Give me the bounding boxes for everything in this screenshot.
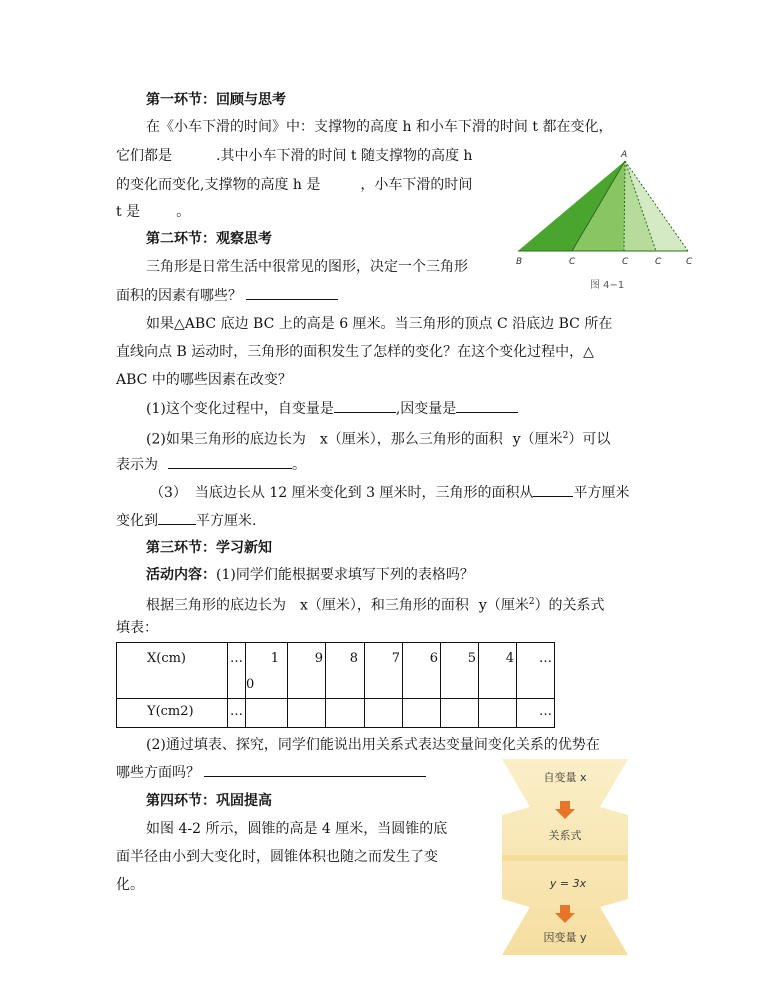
- section1-heading: 第一环节：回顾与思考: [146, 92, 286, 108]
- table-row-x: [117, 643, 555, 699]
- section2-q2-line2: [116, 454, 306, 475]
- section2-q3: [150, 482, 629, 503]
- section2-q2b: x（厘米），那么三角形的面积: [319, 431, 503, 448]
- section3-heading: 第三环节：学习新知: [146, 540, 272, 556]
- section3-line3: 填表：: [116, 620, 158, 636]
- section2-q2d: ）可以: [568, 431, 611, 448]
- table-row-y: [117, 699, 555, 728]
- table-cell-y-6[interactable]: [441, 699, 479, 728]
- section1-line3: [116, 175, 472, 195]
- section4-line2: 面半径由小到大变化时，圆锥体积也随之而发生了变: [116, 849, 438, 865]
- section4-line1: 如图 4-2 所示，圆锥的高是 4 厘米，当圆锥的底: [146, 821, 448, 837]
- answer-blank-area-start[interactable]: [533, 482, 573, 497]
- relation-label: 关系式: [548, 829, 582, 842]
- section2-q1a: (1)这个变化过程中，自变量是: [146, 401, 334, 417]
- section2-line2-text: 面积的因素有哪些？: [116, 288, 242, 304]
- answer-blank-factors[interactable]: [246, 285, 338, 300]
- table-cell-x-0[interactable]: …: [228, 643, 246, 699]
- table-cell-x-4[interactable]: 7: [365, 643, 403, 699]
- section3-q2-line2: [116, 762, 426, 783]
- section2-line2: [116, 285, 338, 306]
- section2-q3-line2: [116, 510, 256, 531]
- section1-line3b: ，小车下滑的时间: [360, 177, 473, 193]
- section3-q2-line1: (2)通过填表、探究，同学们能说出用关系式表达变量间变化关系的优势在: [146, 737, 600, 753]
- section2-q3e: 平方厘米.: [196, 513, 257, 529]
- triangle-figure: [508, 140, 703, 295]
- section3-q2b: 哪些方面吗？: [116, 765, 200, 781]
- table-cell-y-5[interactable]: [403, 699, 441, 728]
- section1-line2b: .其中小车下滑的时间 t 随支撑物的高度 h: [216, 148, 473, 164]
- value-table: [116, 642, 555, 728]
- section2-q2: [146, 426, 610, 450]
- answer-blank-area-end[interactable]: [158, 510, 196, 525]
- section3-activity: [146, 565, 474, 585]
- vertex-c4-label: C: [686, 257, 693, 267]
- answer-blank-advantages[interactable]: [204, 762, 426, 777]
- section3-line2: [146, 592, 605, 616]
- section2-q1: [146, 398, 518, 419]
- independent-variable-label: 自变量 x: [543, 771, 587, 784]
- section2-line3: 如果△ABC 底边 BC 上的高是 6 厘米。当三角形的顶点 C 沿底边 BC 所在: [146, 316, 613, 332]
- section3-activity-text: (1)同学们能根据要求填写下列的表格吗？: [216, 567, 474, 583]
- section2-q2a: (2)如果三角形的底边长为: [146, 431, 306, 448]
- answer-blank-expression[interactable]: [168, 454, 292, 469]
- table-cell-y-7[interactable]: [479, 699, 517, 728]
- table-cell-x-5[interactable]: 6: [403, 643, 441, 699]
- table-cell-x-6[interactable]: 5: [441, 643, 479, 699]
- section3-activity-label: 活动内容：: [146, 567, 216, 583]
- table-cell-y-2[interactable]: [288, 699, 326, 728]
- table-cell-y-4[interactable]: [365, 699, 403, 728]
- table-cell-x-8[interactable]: …: [517, 643, 555, 699]
- section2-heading: 第二环节：观察思考: [146, 231, 272, 247]
- vertex-b-label: B: [516, 257, 523, 267]
- section2-line4: 直线向点 B 运动时，三角形的面积发生了怎样的变化？在这个变化过程中，△: [116, 344, 594, 360]
- table-cell-y-0[interactable]: …: [228, 699, 246, 728]
- table-cell-y-3[interactable]: [326, 699, 365, 728]
- vertex-c3-label: C: [655, 257, 662, 267]
- section2-line5: ABC 中的哪些因素在改变？: [116, 372, 292, 388]
- vertex-c1-label: C: [569, 257, 576, 267]
- section1-line3a: 的变化而变化,支撑物的高度 h 是: [116, 177, 321, 193]
- table-cell-x-3[interactable]: 8: [326, 643, 365, 699]
- section3-line2a: 根据三角形的底边长为: [146, 597, 286, 614]
- section2-line1: 三角形是日常生活中很常见的图形，决定一个三角形: [146, 259, 468, 275]
- vertex-a-label: A: [621, 150, 628, 160]
- relation-diagram: [500, 757, 630, 957]
- section1-line4a: t 是: [116, 204, 141, 220]
- answer-blank-independent[interactable]: [334, 398, 396, 413]
- section3-line2d: ）的关系式: [534, 597, 605, 614]
- panel-divider: [502, 855, 628, 861]
- section1-line1: 在《小车下滑的时间》中：支撑物的高度 h 和小车下滑的时间 t 都在变化，: [146, 119, 613, 135]
- table-cell-x-1[interactable]: 1 0: [246, 643, 288, 699]
- section2-q3b: 当底边长从 12 厘米变化到 3 厘米时，三角形的面积从: [194, 485, 534, 501]
- answer-blank-dependent[interactable]: [456, 398, 518, 413]
- section4-line3: 化。: [116, 877, 144, 893]
- section2-q3a: （3）: [150, 485, 187, 501]
- section3-line2-sup: 2: [528, 597, 535, 607]
- table-cell-x-7[interactable]: 4: [479, 643, 517, 699]
- vertex-c2-label: C: [622, 257, 629, 267]
- section1-line4b: 。: [176, 204, 191, 220]
- section2-q3c: 平方厘米: [573, 485, 630, 501]
- section1-line2a: 它们都是: [116, 148, 172, 164]
- table-cell-x-2[interactable]: 9: [288, 643, 326, 699]
- section2-q2c: y（厘米: [512, 431, 563, 448]
- section2-q3d: 变化到: [116, 513, 158, 529]
- table-header-x: X(cm): [117, 643, 228, 699]
- section1-line4: [116, 202, 190, 222]
- section2-q2e: 表示为: [116, 457, 158, 473]
- figure1-caption: 图 4−1: [590, 280, 625, 291]
- section2-q1b: ,因变量是: [395, 401, 457, 417]
- section4-heading: 第四环节：巩固提高: [146, 793, 272, 809]
- section3-line2b: x（厘米），和三角形的面积: [300, 597, 469, 614]
- section2-q2f: 。: [292, 457, 306, 473]
- table-cell-y-8[interactable]: …: [517, 699, 555, 728]
- section1-line2: [116, 146, 472, 166]
- dependent-variable-label: 因变量 y: [543, 931, 587, 944]
- formula-label: y = 3x: [549, 877, 587, 890]
- table-header-y: Y(cm2): [117, 699, 228, 728]
- section3-line2c: y（厘米: [478, 597, 529, 614]
- table-cell-y-1[interactable]: [246, 699, 288, 728]
- section2-q2-sup: 2: [562, 431, 569, 441]
